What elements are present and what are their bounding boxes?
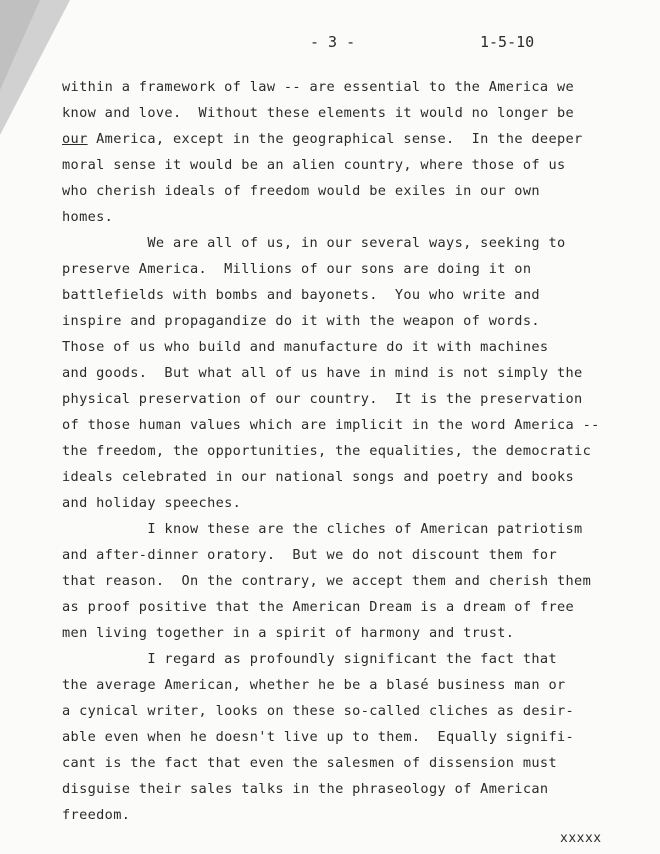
text-line: I regard as profoundly significant the fact that [62,651,557,667]
text-line: of those human values which are implicit in the word America -- [62,417,600,433]
text-line: and holiday speeches. [62,495,242,511]
text-line: Those of us who build and manufacture do it with machines [62,339,549,355]
end-mark: xxxxx [560,831,602,846]
scan-corner-shadow-inner [0,0,40,90]
document-body [62,74,622,828]
text-line: physical preservation of our country. It is the preservation [62,391,583,407]
text-line: ideals celebrated in our national songs and poetry and books [62,469,575,485]
page-date: 1-5-10 [480,33,535,51]
text-line: and after-dinner oratory. But we do not discount them for [62,547,557,563]
text-line: freedom. [62,807,131,823]
text-line: that reason. On the contrary, we accept them and cherish them [62,573,592,589]
text-line [62,126,622,152]
text-line-rest: America, except in the geographical sense. In the deeper [87,131,583,147]
text-line: disguise their sales talks in the phraseology of American [62,781,549,797]
text-line: inspire and propagandize do it with the weapon of words. [62,313,540,329]
text-line: as proof positive that the American Dream is a dream of free [62,599,575,615]
text-line: moral sense it would be an alien country, where those of us [62,157,566,173]
text-line: I know these are the cliches of American patriotism [62,521,583,537]
text-line: men living together in a spirit of harmony and trust. [62,625,515,641]
text-line: preserve America. Millions of our sons are doing it on [62,261,532,277]
text-line: and goods. But what all of us have in mind is not simply the [62,365,583,381]
text-line: the average American, whether he be a blasé business man or [62,677,566,693]
text-line: cant is the fact that even the salesmen of dissension must [62,755,557,771]
text-line: within a framework of law -- are essential to the America we [62,79,575,95]
text-line: a cynical writer, looks on these so-called cliches as desir- [62,703,575,719]
text-line: homes. [62,209,114,225]
text-line: battlefields with bombs and bayonets. You who write and [62,287,540,303]
text-line: the freedom, the opportunities, the equalities, the democratic [62,443,592,459]
text-line: able even when he doesn't live up to them. Equally signifi- [62,729,575,745]
underlined-word: our [62,131,88,147]
text-line: who cherish ideals of freedom would be exiles in our own [62,183,540,199]
text-line: We are all of us, in our several ways, seeking to [62,235,566,251]
text-line: know and love. Without these elements it would no longer be [62,105,575,121]
page-number: - 3 - [310,33,356,51]
